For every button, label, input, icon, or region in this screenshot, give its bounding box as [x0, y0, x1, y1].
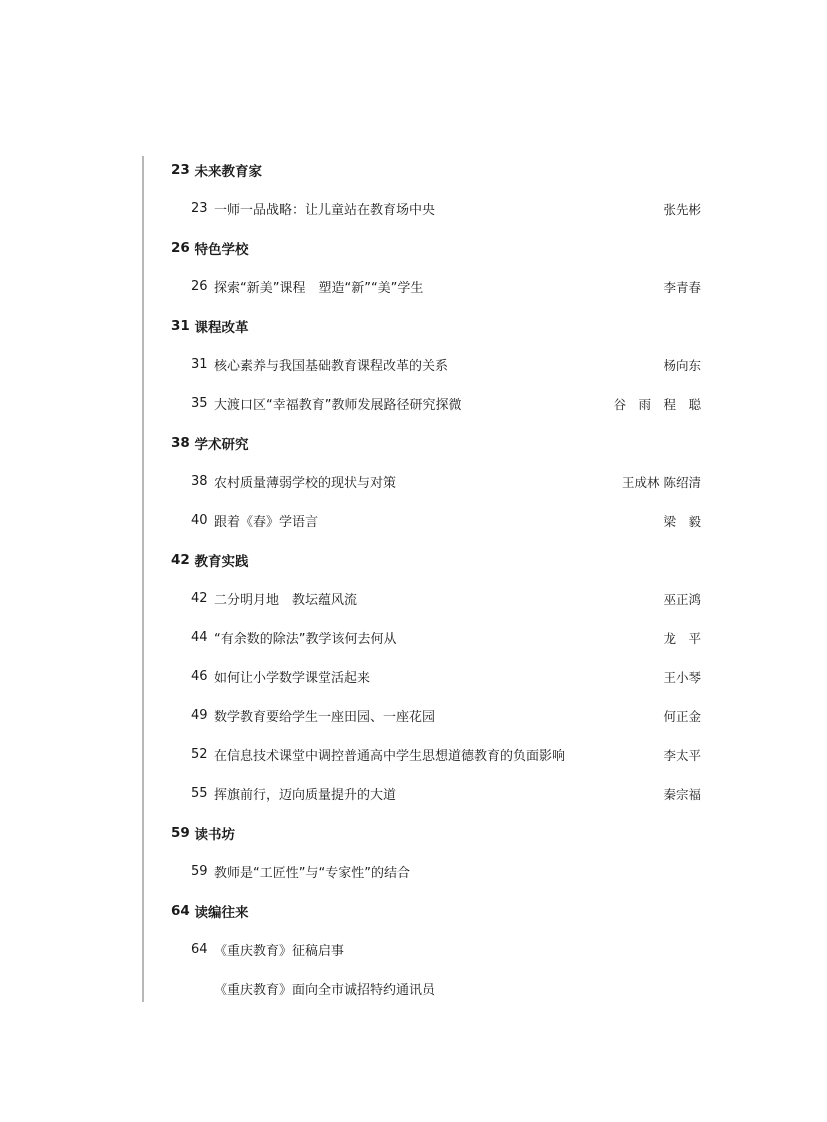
entry-title: 数学教育要给学生一座田园、一座花园: [214, 710, 436, 725]
section-title: 学术研究: [194, 436, 249, 453]
entry-title: 大渡口区“幸福教育”教师发展路径研究探微: [214, 398, 462, 413]
toc-entry[interactable]: [171, 657, 701, 696]
entry-title: 一师一品战略：让儿童站在教育场中央: [214, 203, 436, 218]
section-page: 23: [171, 161, 190, 178]
section-title: 未来教育家: [194, 163, 262, 180]
entry-title: 挥旗前行，迈向质量提升的大道: [214, 788, 397, 803]
toc-entry[interactable]: [171, 579, 701, 618]
table-of-contents: [171, 150, 701, 1008]
entry-page: 38: [191, 474, 208, 489]
section-page: 64: [171, 902, 190, 919]
toc-entry[interactable]: [171, 501, 701, 540]
section-heading: [171, 423, 701, 462]
entry-title: 教师是“工匠性”与“专家性”的结合: [214, 866, 410, 881]
entry-title: 跟着《春》学语言: [214, 515, 319, 530]
entry-author: 王成林 陈绍清: [622, 474, 701, 490]
section-heading: [171, 540, 701, 579]
entry-page: 35: [191, 396, 208, 411]
section-title: 特色学校: [194, 241, 249, 258]
toc-entry[interactable]: [171, 618, 701, 657]
section-heading: [171, 228, 701, 267]
entry-author: 王小琴: [663, 669, 701, 685]
entry-page: 55: [191, 786, 208, 801]
entry-author: 杨向东: [663, 357, 701, 373]
entry-author: 李青春: [663, 279, 701, 295]
toc-entry[interactable]: [171, 189, 701, 228]
entry-page: 52: [191, 747, 208, 762]
section-page: 38: [171, 434, 190, 451]
entry-title: 在信息技术课堂中调控普通高中学生思想道德教育的负面影响: [214, 749, 566, 764]
entry-title: 《重庆教育》面向全市诚招特约通讯员: [214, 983, 436, 998]
toc-entry[interactable]: [171, 852, 701, 891]
entry-page: 23: [191, 201, 208, 216]
toc-entry[interactable]: [171, 696, 701, 735]
entry-title: 核心素养与我国基础教育课程改革的关系: [214, 359, 449, 374]
toc-entry[interactable]: [171, 930, 701, 969]
entry-author: 秦宗福: [663, 786, 701, 802]
entry-author: 梁 毅: [663, 513, 701, 529]
section-page: 26: [171, 239, 190, 256]
toc-entry[interactable]: [171, 969, 701, 1008]
section-page: 59: [171, 824, 190, 841]
section-heading: [171, 891, 701, 930]
entry-title: “有余数的除法”教学该何去何从: [214, 632, 397, 647]
entry-page: 44: [191, 630, 208, 645]
section-page: 31: [171, 317, 190, 334]
section-title: 读编往来: [194, 904, 249, 921]
entry-page: 42: [191, 591, 208, 606]
section-page: 42: [171, 551, 190, 568]
entry-title: 探索“新美”课程 塑造“新”“美”学生: [214, 281, 424, 296]
entry-title: 二分明月地 教坛蕴风流: [214, 593, 358, 608]
entry-page: 46: [191, 669, 208, 684]
entry-author: 龙 平: [663, 630, 701, 646]
entry-page: 31: [191, 357, 208, 372]
entry-page: 59: [191, 864, 208, 879]
toc-entry[interactable]: [171, 384, 701, 423]
toc-entry[interactable]: [171, 735, 701, 774]
section-title: 教育实践: [194, 553, 249, 570]
entry-page: 49: [191, 708, 208, 723]
toc-entry[interactable]: [171, 774, 701, 813]
section-title: 读书坊: [194, 826, 235, 843]
entry-title: 《重庆教育》征稿启事: [214, 944, 345, 959]
margin-rule: [142, 156, 144, 1002]
entry-author: 张先彬: [663, 201, 701, 217]
entry-title: 如何让小学数学课堂活起来: [214, 671, 371, 686]
entry-page: 26: [191, 279, 208, 294]
toc-entry[interactable]: [171, 267, 701, 306]
section-heading: [171, 150, 701, 189]
entry-author: 何正金: [663, 708, 701, 724]
section-heading: [171, 306, 701, 345]
section-heading: [171, 813, 701, 852]
toc-entry[interactable]: [171, 462, 701, 501]
entry-author: 李太平: [663, 747, 701, 763]
entry-page: 64: [191, 942, 208, 957]
entry-author: 巫正鸿: [663, 591, 701, 607]
toc-entry[interactable]: [171, 345, 701, 384]
entry-author: 谷 雨 程 聪: [613, 396, 701, 412]
entry-page: 40: [191, 513, 208, 528]
section-title: 课程改革: [194, 319, 249, 336]
entry-title: 农村质量薄弱学校的现状与对策: [214, 476, 397, 491]
